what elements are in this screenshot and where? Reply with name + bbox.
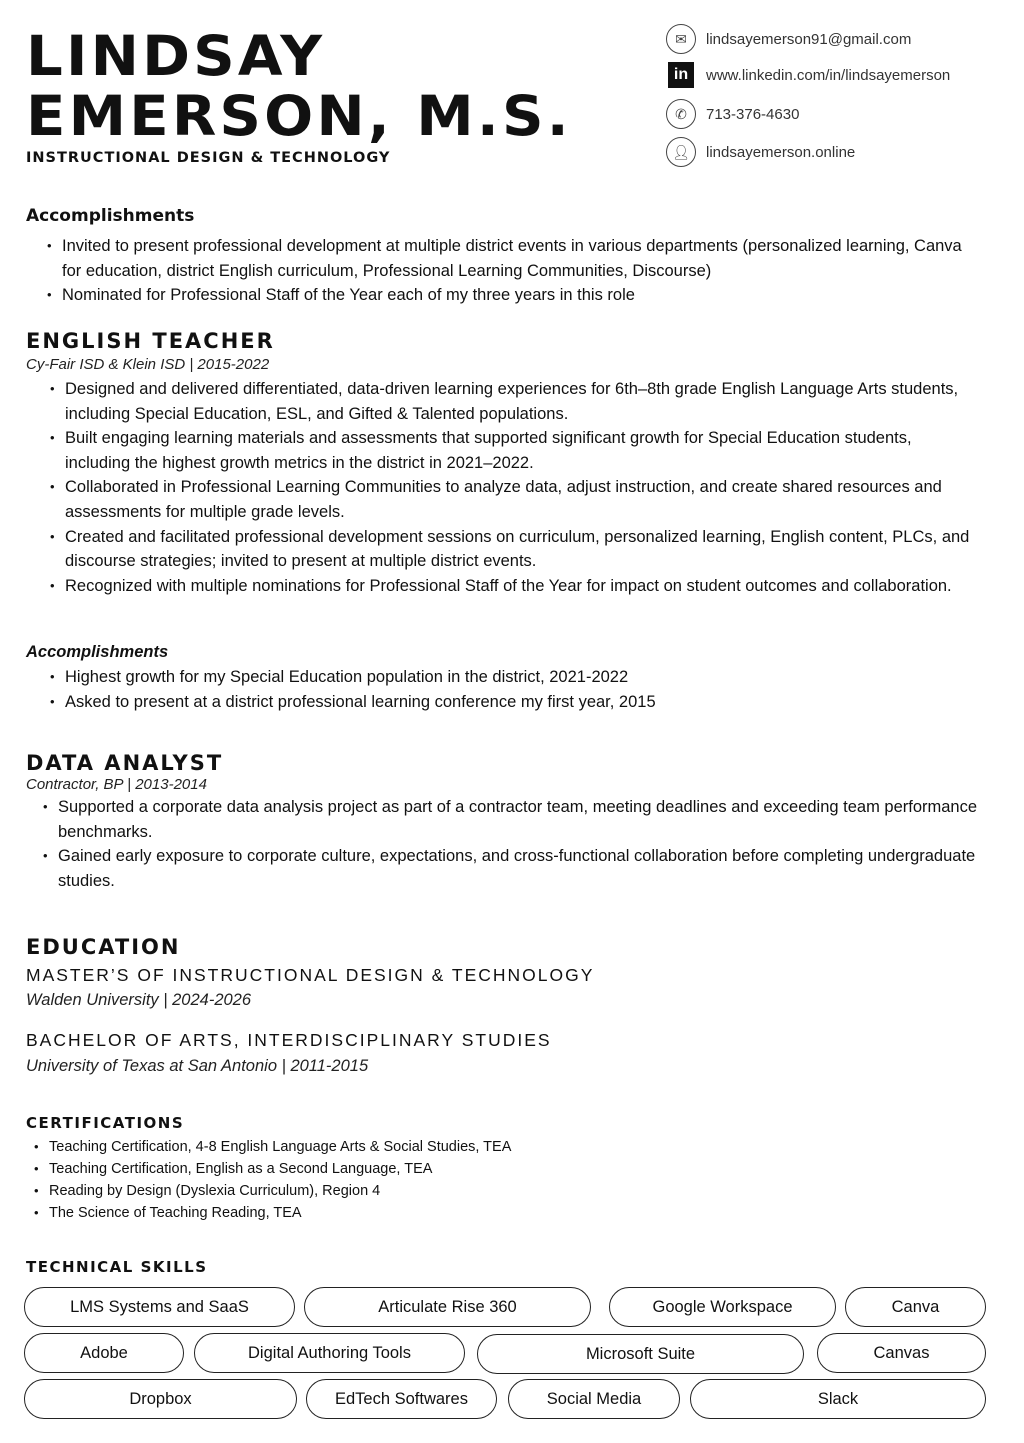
- list-item: • Invited to present professional development at multiple district events in various departments (personalized learning, Canva for education, district English curriculum, Professional Learning Communities, Discourse): [62, 234, 962, 283]
- contact-linkedin[interactable]: [666, 60, 950, 90]
- skills-heading: TECHNICAL SKILLS: [26, 1258, 208, 1276]
- phone-text: 713-376-4630: [706, 105, 800, 123]
- list-item: • Created and facilitated professional development sessions on curriculum, personalized learning, English content, PLCs, and discourse strategies; invited to present at multiple district events.: [65, 525, 980, 574]
- list-item: • Asked to present at a district professional learning conference my first year, 2015: [65, 690, 980, 715]
- candidate-name: [26, 26, 572, 146]
- contact-phone[interactable]: [666, 99, 799, 129]
- degree-name: BACHELOR OF ARTS, INTERDISCIPLINARY STUDIES: [26, 1030, 552, 1050]
- english-accomplishments-heading: Accomplishments: [26, 643, 169, 661]
- accomplishments-list: [62, 234, 962, 308]
- skill-pill: Canvas: [817, 1333, 986, 1373]
- certifications-heading: CERTIFICATIONS: [26, 1114, 185, 1132]
- headline: INSTRUCTIONAL DESIGN & TECHNOLOGY: [26, 150, 391, 166]
- education-heading: EDUCATION: [26, 935, 181, 959]
- job-title-english-teacher: ENGLISH TEACHER: [26, 329, 275, 353]
- list-item: • Reading by Design (Dyslexia Curriculum), Region 4: [49, 1180, 949, 1202]
- certifications-list: [49, 1136, 949, 1224]
- list-item: • Designed and delivered differentiated, data-driven learning experiences for 6th–8th grade English Language Arts students, including Special Education, ESL, and Gifted & Talented populations.: [65, 377, 980, 426]
- person-icon: 👤︎: [666, 137, 696, 167]
- skill-pill: Digital Authoring Tools: [194, 1333, 465, 1373]
- degree-meta: Walden University | 2024-2026: [26, 991, 252, 1009]
- english-accomplishments-list: [65, 665, 980, 714]
- linkedin-text: www.linkedin.com/in/lindsayemerson: [706, 66, 951, 84]
- job-meta: Cy-Fair ISD & Klein ISD | 2015-2022: [26, 356, 270, 373]
- list-item: • Nominated for Professional Staff of the Year each of my three years in this role: [62, 283, 962, 308]
- list-item: • Built engaging learning materials and assessments that supported significant growth for Special Education students, including the highest growth metrics in the district in 2021–2022.: [65, 426, 980, 475]
- phone-icon: ✆: [666, 99, 696, 129]
- list-item: • Gained early exposure to corporate culture, expectations, and cross-functional collaboration before completing undergraduate studies.: [58, 844, 988, 893]
- job-meta: Contractor, BP | 2013-2014: [26, 776, 207, 793]
- name-line-1: LINDSAY: [26, 24, 326, 88]
- list-item: • Collaborated in Professional Learning Communities to analyze data, adjust instruction, and create shared resources and assessments for multiple grade levels.: [65, 475, 980, 524]
- skill-pill: Microsoft Suite: [477, 1334, 804, 1374]
- email-text: lindsayemerson91@gmail.com: [706, 30, 912, 48]
- list-item: • Teaching Certification, 4-8 English Language Arts & Social Studies, TEA: [49, 1136, 949, 1158]
- list-item: • Recognized with multiple nominations for Professional Staff of the Year for impact on student outcomes and collaboration.: [65, 574, 980, 599]
- skill-pill: Social Media: [508, 1379, 680, 1419]
- english-teacher-list: [65, 377, 980, 598]
- contact-email[interactable]: [666, 24, 911, 54]
- skill-pill: Slack: [690, 1379, 986, 1419]
- list-item: • Teaching Certification, English as a Second Language, TEA: [49, 1158, 949, 1180]
- envelope-icon: ✉: [666, 24, 696, 54]
- skill-pill: Canva: [845, 1287, 986, 1327]
- skill-pill: Google Workspace: [609, 1287, 836, 1327]
- skill-pill: LMS Systems and SaaS: [24, 1287, 295, 1327]
- accomplishments-heading: Accomplishments: [26, 206, 195, 226]
- degree-name: MASTER’S OF INSTRUCTIONAL DESIGN & TECHNOLOGY: [26, 965, 595, 985]
- list-item: • Highest growth for my Special Education population in the district, 2021-2022: [65, 665, 980, 690]
- name-line-2: EMERSON, M.S.: [26, 84, 572, 148]
- skill-pill: EdTech Softwares: [306, 1379, 497, 1419]
- skill-pill: Dropbox: [24, 1379, 297, 1419]
- list-item: • Supported a corporate data analysis project as part of a contractor team, meeting deadlines and exceeding team performance benchmarks.: [58, 795, 988, 844]
- skill-pill: Articulate Rise 360: [304, 1287, 591, 1327]
- degree-meta: University of Texas at San Antonio | 2011-2015: [26, 1057, 369, 1075]
- linkedin-icon: in: [668, 62, 694, 88]
- job-title-data-analyst: DATA ANALYST: [26, 751, 224, 775]
- skill-pill: Adobe: [24, 1333, 184, 1373]
- contact-website[interactable]: [666, 137, 855, 167]
- data-analyst-list: [58, 795, 988, 893]
- list-item: • The Science of Teaching Reading, TEA: [49, 1202, 949, 1224]
- website-text: lindsayemerson.online: [706, 143, 856, 161]
